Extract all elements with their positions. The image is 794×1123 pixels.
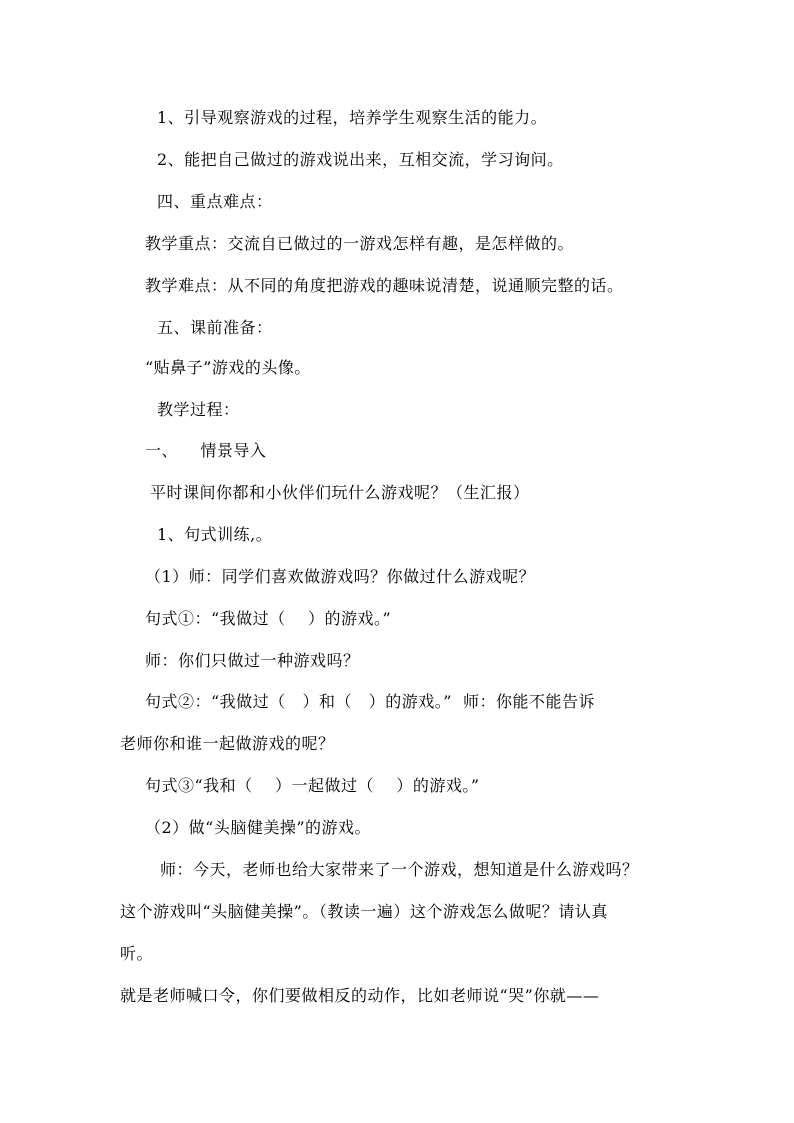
preparation-line: “贴鼻子”游戏的头像。 [145,358,311,377]
objective-line-2: 2、能把自己做过的游戏说出来，互相交流，学习询问。 [157,150,564,169]
teaching-focus-line: 教学重点：交流自已做过的一游戏怎样有趣，是怎样做的。 [145,234,575,253]
sentence-training-heading: 1、句式训练,。 [157,525,273,544]
game-description-line: 这个游戏叫“头脑健美操”。（教读一遍）这个游戏怎么做呢？请认真 [120,902,608,921]
game-description-end: 听。 [120,944,154,963]
section-heading-process: 教学过程： [157,400,240,419]
intro-question-line: 平时课间你都和小伙伴们玩什么游戏呢？（生汇报） [150,483,530,502]
section-heading-key-points: 四、重点难点： [157,192,273,211]
game-rule-line: 就是老师喊口令，你们要做相反的动作，比如老师说“哭”你就—— [120,986,600,1005]
teacher-question-line: （1）师：同学们喜欢做游戏吗？你做过什么游戏呢？ [145,567,536,586]
objective-line-1: 1、引导观察游戏的过程，培养学生观察生活的能力。 [157,108,548,127]
teacher-question-line-2: 师：你们只做过一种游戏吗？ [145,651,360,670]
continuation-line: 老师你和谁一起做游戏的呢？ [120,734,335,753]
teaching-difficulty-line: 教学难点：从不同的角度把游戏的趣味说清楚，说通顺完整的话。 [145,276,624,295]
step-heading-intro: 一、 情景导入 [145,441,267,460]
sentence-pattern-3: 句式③“我和（ ）一起做过（ ）的游戏。” [145,776,480,795]
teacher-intro-line: 师：今天，老师也给大家带来了一个游戏，想知道是什么游戏吗？ [160,860,639,879]
sentence-pattern-2: 句式②：“我做过（ ）和（ ）的游戏。” 师：你能不能告诉 [145,692,596,711]
sentence-pattern-1: 句式①：“我做过（ ）的游戏。” [145,609,392,628]
section-heading-preparation: 五、课前准备： [157,318,273,337]
brain-gym-heading: （2）做“头脑健美操”的游戏。 [145,818,372,837]
